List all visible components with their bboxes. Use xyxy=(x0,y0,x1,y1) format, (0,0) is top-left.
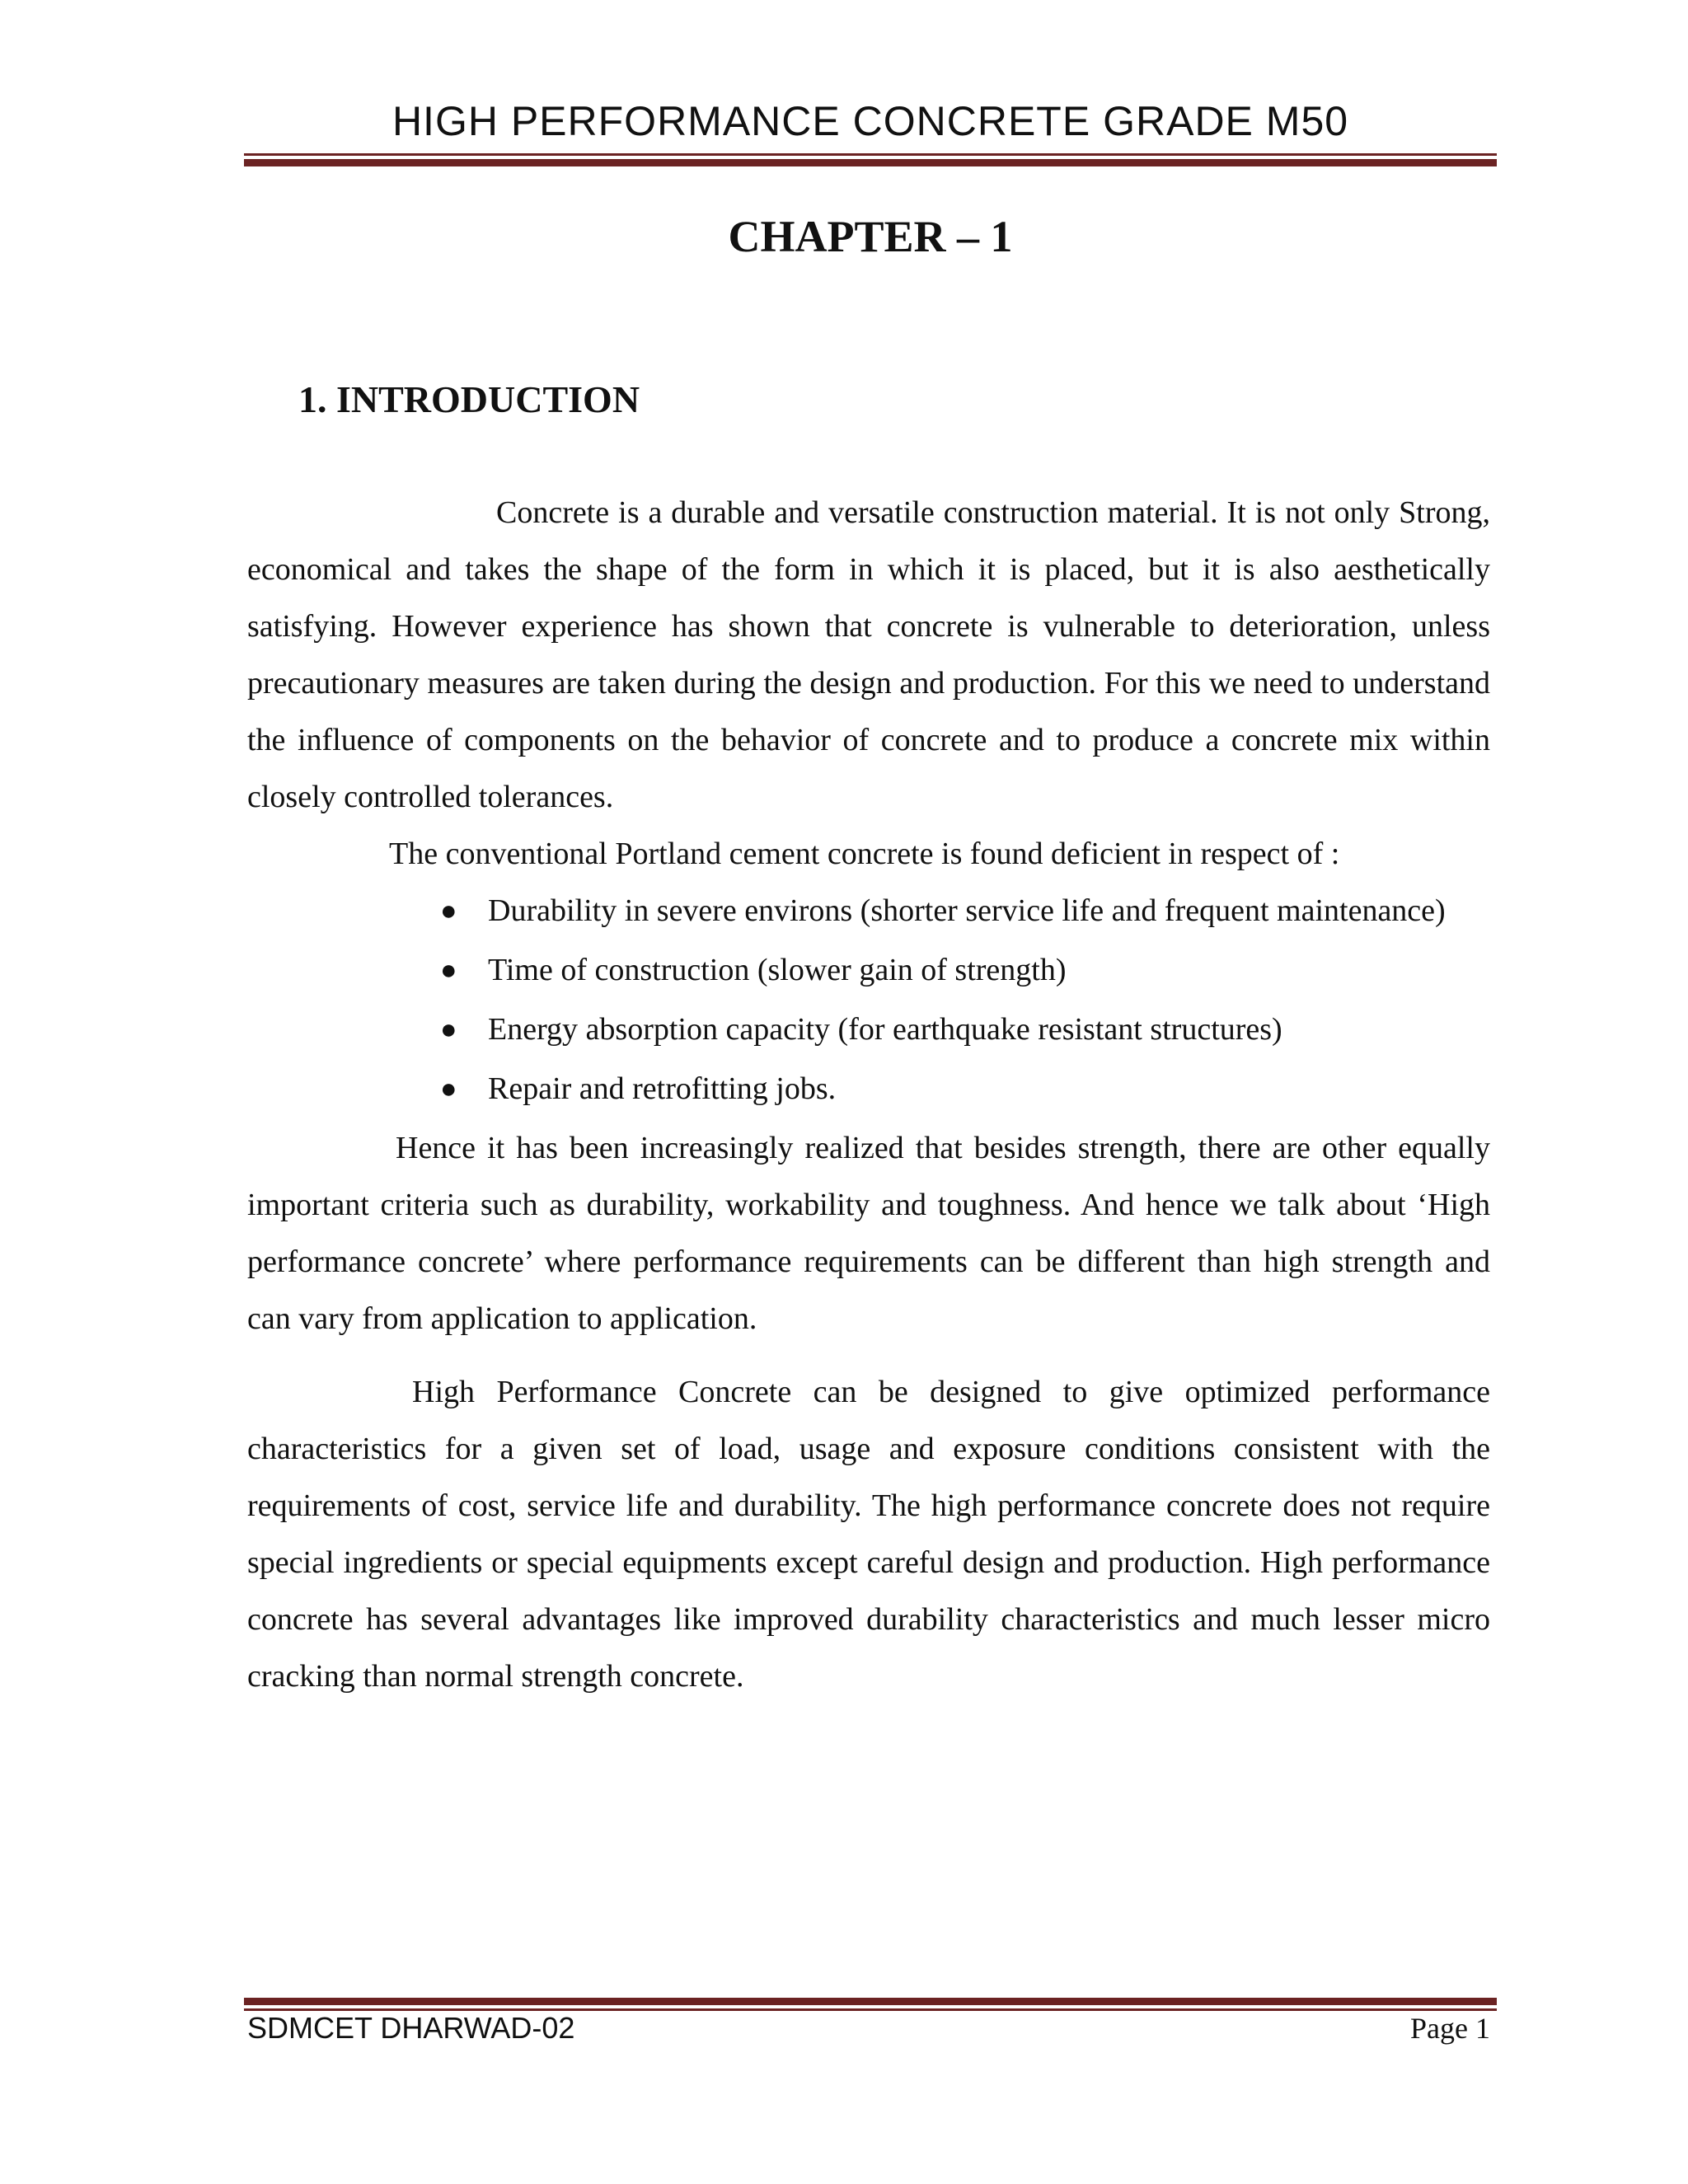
list-item-text: Durability in severe environs (shorter service life and frequent maintenance) xyxy=(488,893,1446,928)
paragraph-intro: Concrete is a durable and versatile construction material. It is not only Strong, economical and takes the shape of the form in which it is placed, but it is also aesthetically satisfying. However experience has shown that concrete is vulnerable to deterioration, unless precautionary measures are taken during the design and production. For this we need to understand the influence of components on the behavior of concrete and to produce a concrete mix within closely controlled tolerances. xyxy=(247,495,1490,814)
running-header: HIGH PERFORMANCE CONCRETE GRADE M50 xyxy=(392,98,1349,144)
page-number: Page 1 xyxy=(1410,2012,1490,2045)
bullet-icon: ● xyxy=(440,955,457,986)
footer-institution: SDMCET DHARWAD-02 xyxy=(247,2011,575,2045)
bullet-icon: ● xyxy=(440,1074,457,1104)
bullet-icon: ● xyxy=(440,896,457,926)
list-item xyxy=(440,883,1490,940)
paragraph-criteria: Hence it has been increasingly realized that besides strength, there are other equally important criteria such as durability, workability and toughness. And hence we talk about ‘High performance concrete’ where performance requirements can be different than high strength and can vary from application to application. xyxy=(247,1131,1490,1336)
list-item xyxy=(440,1001,1490,1058)
list-item xyxy=(440,1061,1490,1118)
chapter-title: CHAPTER – 1 xyxy=(728,212,1013,261)
header-rule xyxy=(244,153,1497,166)
list-item-text: Time of construction (slower gain of strength) xyxy=(488,953,1067,987)
paragraph-deficiency: The conventional Portland cement concrete is found deficient in respect of : xyxy=(389,837,1340,871)
deficiency-list xyxy=(247,883,1490,1118)
list-item xyxy=(440,942,1490,999)
paragraph-hpc: High Performance Concrete can be designed to give optimized performance characteristics for a given set of load, usage and exposure conditions consistent with the requirements of cost, service life and durability. The high performance concrete does not require special ingredients or special equipments except careful design and production. High performance concrete has several advantages like improved durability characteristics and much lesser micro cracking than normal strength concrete. xyxy=(247,1375,1490,1694)
footer-rule xyxy=(244,1998,1497,2011)
bullet-icon: ● xyxy=(440,1015,457,1045)
body-content xyxy=(247,485,1490,1705)
list-item-text: Energy absorption capacity (for earthquake resistant structures) xyxy=(488,1012,1282,1047)
section-heading: 1. INTRODUCTION xyxy=(298,378,640,420)
list-item-text: Repair and retrofitting jobs. xyxy=(488,1071,837,1106)
